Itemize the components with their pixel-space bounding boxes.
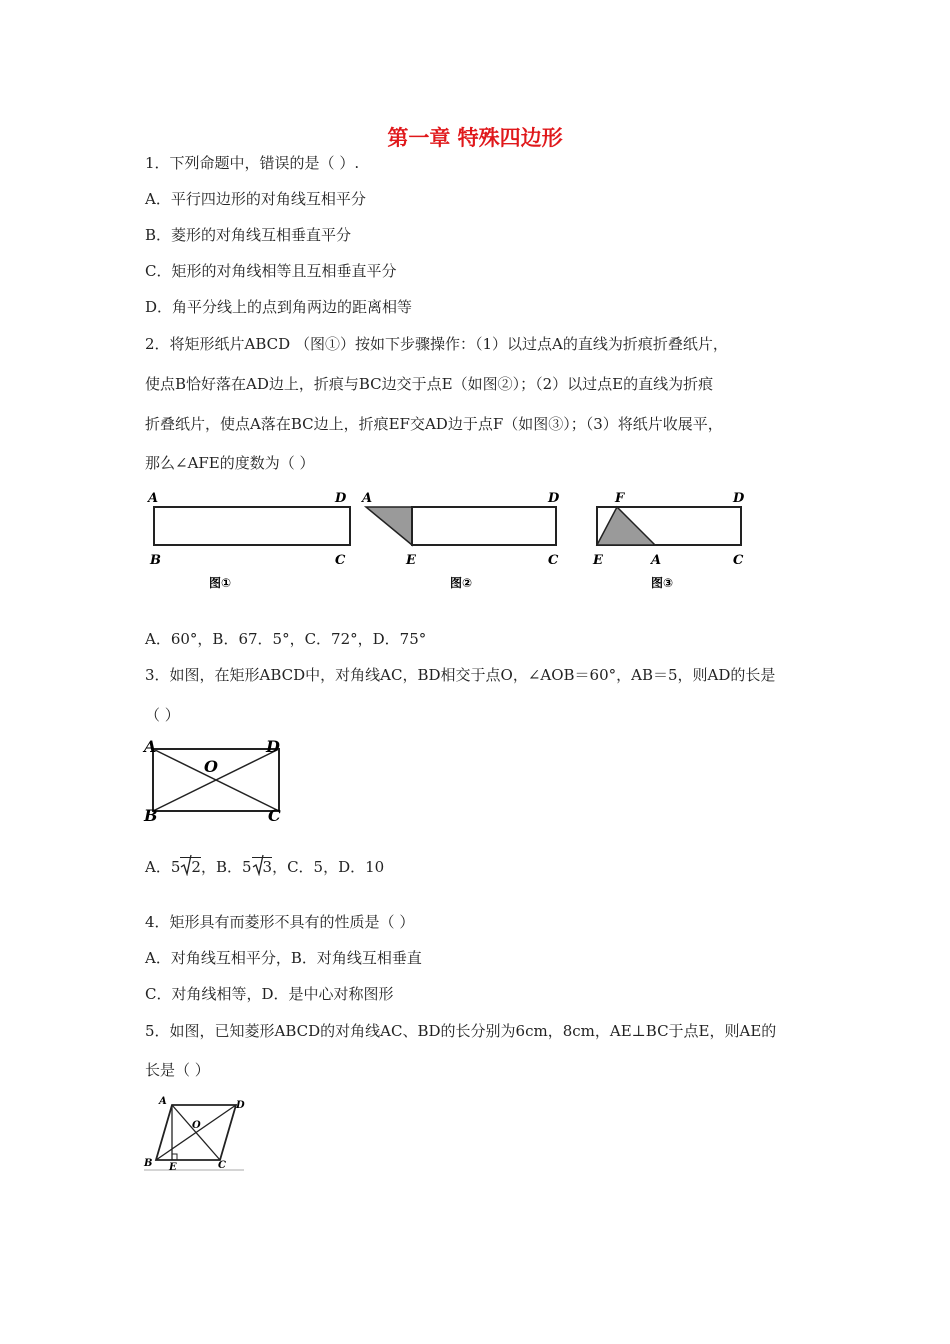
label-b: B <box>150 553 161 568</box>
sqrt-symbol <box>252 858 273 876</box>
label-b: B <box>144 806 158 825</box>
q3-options <box>145 856 384 877</box>
label-e: E <box>169 1162 177 1173</box>
q2-line-3: 折叠纸片，使点A落在BC边上，折痕EF交AD边于点F（如图③）；（3）将纸片收展平， <box>145 415 723 433</box>
label-c: C <box>733 553 744 568</box>
radicand-3: 3 <box>252 857 273 876</box>
figure-caption: 图③ <box>651 576 674 590</box>
q1-option-d: D．角平分线上的点到角两边的距离相等 <box>145 298 413 316</box>
q3-option-b-prefix: ，B．5 <box>200 858 252 876</box>
label-a: A <box>148 491 159 506</box>
label-a: A <box>651 553 662 568</box>
label-c: C <box>548 553 559 568</box>
label-f: F <box>615 491 625 506</box>
q1-option-b: B．菱形的对角线互相垂直平分 <box>145 226 352 244</box>
q3-option-a-prefix: A．5 <box>145 858 181 876</box>
q3-line-1: 3．如图，在矩形ABCD中，对角线AC，BD相交于点O，∠AOB＝60°，AB＝5，则AD的长是 <box>145 666 776 684</box>
q3-line-2: （ ） <box>145 706 180 724</box>
q4-options-ab: A．对角线互相平分，B．对角线互相垂直 <box>145 949 422 967</box>
label-d: D <box>335 491 347 506</box>
label-c: C <box>268 806 281 825</box>
label-a: A <box>144 737 157 756</box>
q2-options: A．60°，B．67．5°，C．72°，D．75° <box>145 630 427 648</box>
q1-stem: 1．下列命题中，错误的是（ ）. <box>145 154 360 172</box>
label-e: E <box>406 553 416 568</box>
q3-figure <box>140 735 290 827</box>
label-d: D <box>236 1100 245 1111</box>
q1-option-a: A．平行四边形的对角线互相平分 <box>145 190 366 208</box>
sqrt-symbol <box>180 858 201 876</box>
q4-options-cd: C．对角线相等，D．是中心对称图形 <box>145 985 394 1003</box>
label-d: D <box>733 491 745 506</box>
q2-figure-2 <box>360 488 570 592</box>
q2-line-1: 2．将矩形纸片ABCD （图①）按如下步骤操作：（1）以过点A的直线为折痕折叠纸片， <box>145 335 728 353</box>
q3-option-rest: ，C．5，D．10 <box>272 858 385 876</box>
q2-figure-1 <box>145 488 360 592</box>
q2-figure-3 <box>585 488 750 592</box>
q1-option-c: C．矩形的对角线相等且互相垂直平分 <box>145 262 397 280</box>
label-a: A <box>362 491 373 506</box>
q5-line-2: 长是（ ） <box>145 1061 210 1079</box>
label-o: O <box>204 757 218 776</box>
label-d: D <box>266 737 280 756</box>
q2-line-4: 那么∠AFE的度数为（ ） <box>145 454 315 472</box>
q5-line-1: 5．如图，已知菱形ABCD的对角线AC、BD的长分别为6cm，8cm，AE⊥BC于点E，则AE的 <box>145 1022 777 1040</box>
label-b: B <box>144 1158 153 1169</box>
label-a: A <box>159 1096 167 1107</box>
label-c: C <box>335 553 346 568</box>
figure-caption: 图② <box>450 576 473 590</box>
q5-figure <box>140 1092 255 1174</box>
page-title: 第一章 特殊四边形 <box>387 126 563 150</box>
label-e: E <box>593 553 603 568</box>
q4-stem: 4．矩形具有而菱形不具有的性质是（ ） <box>145 913 415 931</box>
label-o: O <box>192 1120 201 1131</box>
figure-caption: 图① <box>209 576 232 590</box>
label-d: D <box>548 491 560 506</box>
radicand-2: 2 <box>180 857 201 876</box>
q2-line-2: 使点B恰好落在AD边上，折痕与BC边交于点E（如图②）；（2）以过点E的直线为折痕 <box>145 375 714 393</box>
label-c: C <box>218 1160 226 1171</box>
